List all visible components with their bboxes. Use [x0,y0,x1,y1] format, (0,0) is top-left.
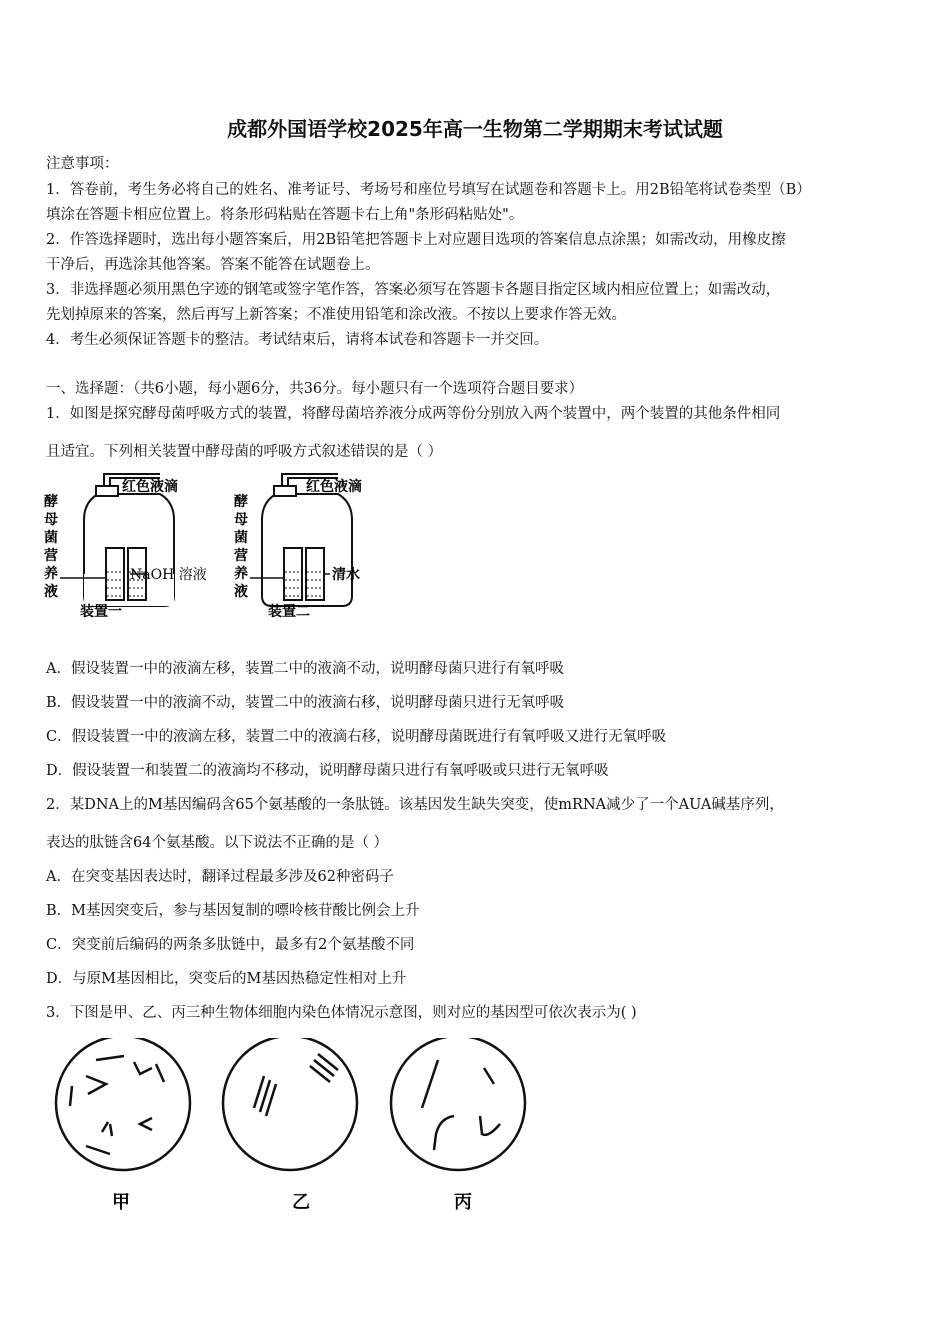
drop-label-1: 红色液滴 [122,479,178,495]
label-yi: 乙 [292,1192,310,1213]
notice-line: 1．答卷前，考生务必将自己的姓名、准考证号、考场号和座位号填写在试题卷和答题卡上。用2B铅笔将试卷类型（B） [46,182,811,198]
drop-label-2: 红色液滴 [306,479,362,495]
device-2 [234,474,362,620]
cell-jia [56,1038,190,1170]
cell-yi [223,1038,357,1170]
yeast-respiration-figure [40,468,400,630]
q2-option-d: D．与原M基因相比，突变后的M基因热稳定性相对上升 [46,971,407,987]
q2-option-c: C．突变前后编码的两条多肽链中，最多有2个氨基酸不同 [46,937,415,953]
cell-circle [391,1038,525,1170]
svg-text:酵: 酵 [234,494,248,510]
svg-text:母: 母 [44,512,58,528]
q1-option-a: A．假设装置一中的液滴左移，装置二中的液滴不动，说明酵母菌只进行有氧呼吸 [46,661,564,677]
question-3-stem: 3．下图是甲、乙、丙三种生物体细胞内染色体情况示意图，则对应的基因型可依次表示为( ) [46,1005,637,1021]
page-title: 成都外国语学校2025年高一生物第二学期期末考试试题 [227,117,723,141]
device-1-label: 装置一 [80,604,122,620]
question-2-stem: 2．某DNA上的M基因编码含65个氨基酸的一条肽链。该基因发生缺失突变，使mRNA减少了一个AUA碱基序列， [46,797,784,813]
svg-text:液: 液 [234,584,248,600]
section-heading: 一、选择题：（共6小题，每小题6分，共36分。每小题只有一个选项符合题目要求） [46,381,584,397]
cell-circle [56,1038,190,1170]
stopper-2 [274,486,296,496]
q1-option-c: C．假设装置一中的液滴左移，装置二中的液滴右移，说明酵母菌既进行有氧呼吸又进行无氧呼吸 [46,729,667,745]
notice-line: 3．非选择题必须用黑色字迹的钢笔或签字笔作答，答案必须写在答题卡各题目指定区域内相应位置上；如需改动， [46,282,781,298]
notice-line: 填涂在答题卡相应位置上。将条形码粘贴在答题卡右上角"条形码粘贴处"。 [46,207,524,223]
question-1-stem: 且适宜。下列相关装置中酵母菌的呼吸方式叙述错误的是（ ） [46,444,443,460]
label-jia: 甲 [112,1192,130,1213]
beaker-2a [284,548,302,600]
side-label-2 [234,493,248,600]
notice-line: 2．作答选择题时，选出每小题答案后，用2B铅笔把答题卡上对应题目选项的答案信息点涂黑；如需改动，用橡皮擦 [46,232,786,248]
question-1-stem: 1．如图是探究酵母菌呼吸方式的装置，将酵母菌培养液分成两等份分别放入两个装置中，两个装置的其他条件相同 [46,406,781,422]
svg-text:营: 营 [234,548,248,564]
q1-option-b: B．假设装置一中的液滴不动，装置二中的液滴右移，说明酵母菌只进行无氧呼吸 [46,695,565,711]
stopper-1 [96,486,118,496]
device-2-label: 装置二 [268,604,310,620]
device-1 [44,474,207,620]
svg-text:营: 营 [44,548,58,564]
svg-text:养: 养 [44,566,58,582]
notice-line: 先划掉原来的答案，然后再写上新答案；不准使用铅笔和涂改液。不按以上要求作答无效。 [46,307,626,323]
q1-option-d: D．假设装置一和装置二的液滴均不移动，说明酵母菌只进行有氧呼吸或只进行无氧呼吸 [46,763,609,779]
cell-bing [391,1038,525,1170]
q2-option-b: B．M基因突变后，参与基因复制的嘌呤核苷酸比例会上升 [46,903,420,919]
beaker-2b [306,548,324,600]
svg-text:母: 母 [234,512,248,528]
svg-text:液: 液 [44,584,58,600]
svg-text:酵: 酵 [44,494,58,510]
water-label: 清水 [332,567,360,583]
chromosome-figure [48,1038,538,1218]
svg-text:菌: 菌 [44,530,58,546]
naoh-label: NaOH 溶液 [130,567,207,583]
q2-option-a: A．在突变基因表达时，翻译过程最多涉及62种密码子 [46,869,394,885]
question-2-stem: 表达的肽链含64个氨基酸。以下说法不正确的是（ ） [46,835,389,851]
notice-line: 4．考生必须保证答题卡的整洁。考试结束后，请将本试卷和答题卡一并交回。 [46,332,549,348]
notice-line: 干净后，再选涂其他答案。答案不能答在试题卷上。 [46,257,380,273]
label-bing: 丙 [454,1192,472,1213]
side-label-1 [44,493,58,600]
svg-text:养: 养 [234,566,248,582]
svg-text:菌: 菌 [234,530,248,546]
cell-circle [223,1038,357,1170]
notice-heading: 注意事项： [46,156,119,172]
